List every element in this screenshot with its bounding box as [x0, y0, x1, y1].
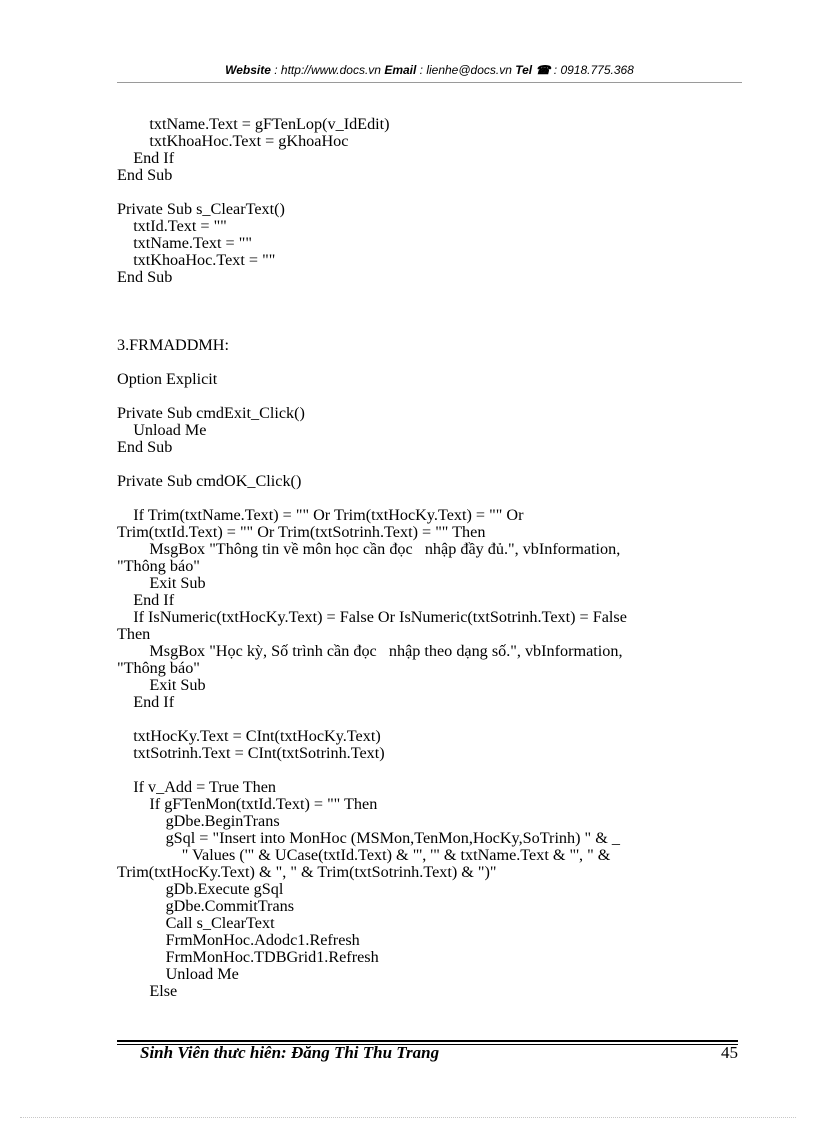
- code-line: Trim(txtId.Text) = "" Or Trim(txtSotrinh.Text) = "" Then: [117, 523, 486, 541]
- code-line: MsgBox "Học kỳ, Số trình cần đọc nhập theo dạng số.", vbInformation,: [117, 642, 623, 660]
- code-line: [117, 711, 757, 728]
- code-line: "Thông báo": [117, 557, 200, 575]
- code-line: 3.FRMADDMH:: [117, 336, 229, 354]
- code-line: gDbe.BeginTrans: [117, 812, 280, 830]
- website-label: Website: [225, 63, 271, 77]
- code-line: [117, 490, 757, 507]
- code-line: [117, 354, 757, 371]
- phone-icon: ☎: [535, 63, 551, 77]
- code-line: txtName.Text = "": [117, 234, 252, 252]
- email-label: Email: [384, 63, 417, 77]
- code-line: gDb.Execute gSql: [117, 880, 284, 898]
- code-line: End If: [117, 591, 175, 609]
- code-line: MsgBox "Thông tin về môn học cần đọc nhập đầy đủ.", vbInformation,: [117, 540, 621, 558]
- code-line: [117, 762, 757, 779]
- tel-value: : 0918.775.368: [550, 63, 634, 77]
- code-line: If Trim(txtName.Text) = "" Or Trim(txtHocKy.Text) = "" Or: [117, 506, 524, 524]
- page-bottom-border: [20, 1117, 796, 1118]
- code-line: Then: [117, 625, 151, 643]
- code-line: txtKhoaHoc.Text = gKhoaHoc: [117, 132, 349, 150]
- code-line: [117, 320, 757, 337]
- code-line: FrmMonHoc.Adodc1.Refresh: [117, 931, 360, 949]
- code-line: gDbe.CommitTrans: [117, 897, 295, 915]
- code-line: End Sub: [117, 438, 173, 456]
- code-line: End If: [117, 149, 175, 167]
- code-line: End If: [117, 693, 175, 711]
- code-line: Trim(txtHocKy.Text) & ", " & Trim(txtSotrinh.Text) & ")": [117, 863, 497, 881]
- code-line: txtHocKy.Text = CInt(txtHocKy.Text): [117, 727, 381, 745]
- code-line: " Values ('" & UCase(txtId.Text) & "', '" & txtName.Text & "', " &: [117, 846, 611, 864]
- code-line: FrmMonHoc.TDBGrid1.Refresh: [117, 948, 379, 966]
- code-line: Else: [117, 982, 178, 1000]
- website-value: : http://www.docs.vn: [270, 63, 385, 77]
- email-value: : lienhe@docs.vn: [416, 63, 516, 77]
- code-line: [117, 184, 757, 201]
- footer-author: Sinh Viên thưc hiên: Đăng Thi Thu Trang: [140, 1043, 440, 1062]
- code-line: Private Sub cmdOK_Click(): [117, 472, 302, 490]
- code-line: Exit Sub: [117, 574, 206, 592]
- tel-label: Tel: [515, 63, 533, 77]
- code-line: [117, 388, 757, 405]
- page-header: [117, 63, 742, 77]
- code-line: [117, 303, 757, 320]
- code-line: gSql = "Insert into MonHoc (MSMon,TenMon,HocKy,SoTrinh) " & _: [117, 829, 620, 847]
- footer-divider-thick: [117, 1040, 738, 1042]
- code-line: txtKhoaHoc.Text = "": [117, 251, 276, 269]
- code-line: End Sub: [117, 166, 173, 184]
- code-line: txtSotrinh.Text = CInt(txtSotrinh.Text): [117, 744, 385, 762]
- code-line: End Sub: [117, 268, 173, 286]
- code-line: Exit Sub: [117, 676, 206, 694]
- code-line: [117, 456, 757, 473]
- code-line: If IsNumeric(txtHocKy.Text) = False Or IsNumeric(txtSotrinh.Text) = False: [117, 608, 627, 626]
- code-line: Private Sub s_ClearText(): [117, 200, 285, 218]
- page-number: 45: [721, 1043, 738, 1062]
- code-line: Option Explicit: [117, 370, 218, 388]
- code-line: txtId.Text = "": [117, 217, 227, 235]
- code-line: Call s_ClearText: [117, 914, 275, 932]
- code-line: [117, 286, 757, 303]
- code-line: txtName.Text = gFTenLop(v_IdEdit): [117, 115, 390, 133]
- code-line: "Thông báo": [117, 659, 200, 677]
- code-line: Unload Me: [117, 421, 207, 439]
- code-line: Unload Me: [117, 965, 239, 983]
- code-listing: [117, 116, 757, 1000]
- code-line: If gFTenMon(txtId.Text) = "" Then: [117, 795, 378, 813]
- code-line: Private Sub cmdExit_Click(): [117, 404, 305, 422]
- code-line: If v_Add = True Then: [117, 778, 277, 796]
- header-divider: [117, 82, 742, 83]
